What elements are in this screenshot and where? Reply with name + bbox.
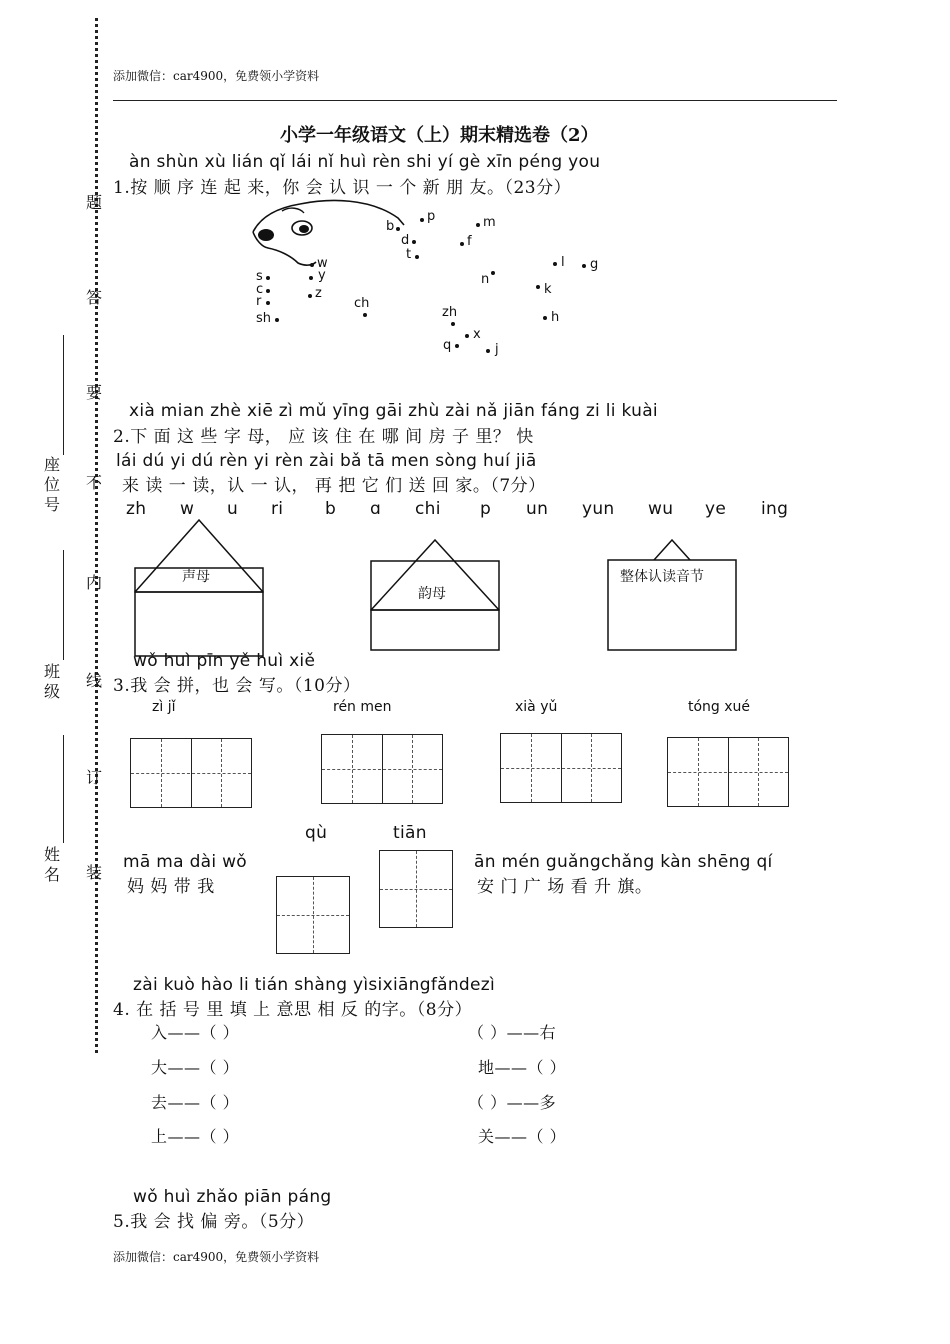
q4-text: 4. 在 括 号 里 填 上 意思 相 反 的字。（8分） — [113, 1000, 473, 1020]
q2-item: ye — [705, 499, 727, 519]
q2-text-line2: 来 读 一 读，认 一 认， 再 把 它 们 送 回 家。（7分） — [122, 476, 546, 496]
house-finals-label: 韵母 — [418, 586, 446, 602]
writing-grid-tian[interactable] — [379, 850, 453, 928]
margin-char-3: 要 — [86, 383, 103, 402]
q3-word-pinyin: xià yǔ — [515, 699, 558, 715]
letter-b: b — [386, 219, 395, 234]
q2-item: ɑ — [370, 499, 382, 519]
letter-s: s — [256, 269, 263, 284]
letter-t: t — [406, 247, 412, 262]
letter-f: f — [467, 234, 472, 249]
antonym-item[interactable]: （ ）——右 — [468, 1023, 557, 1042]
q2-item: b — [325, 499, 337, 519]
header-note: 添加微信：car4900，免费领小学资料 — [113, 69, 320, 83]
letter-c: c — [256, 282, 264, 297]
q3-word-pinyin: rén men — [333, 699, 392, 715]
letter-n: n — [481, 272, 490, 287]
letter-g: g — [590, 257, 599, 272]
antonym-item[interactable]: 地——（ ） — [478, 1058, 567, 1077]
house-whole-syllables-label: 整体认读音节 — [620, 569, 704, 585]
page-title: 小学一年级语文（上）期末精选卷（2） — [280, 125, 599, 146]
q2-item: chi — [415, 499, 441, 519]
margin-char-6: 线 — [86, 671, 103, 690]
q3-sentence-right-text: 安 门 广 场 看 升 旗。 — [477, 877, 653, 897]
letter-j: j — [495, 342, 499, 357]
q2-item: w — [180, 499, 195, 519]
q4-pinyin: zài kuò hào li tián shàng yìsixiāngfǎndezì — [133, 975, 496, 995]
q3-pinyin: wǒ huì pīn yě huì xiě — [133, 651, 316, 671]
margin-char-1: 题 — [86, 193, 103, 212]
letter-d: d — [401, 233, 410, 248]
q3-sentence-right-pinyin: ān mén guǎngchǎng kàn shēng qí — [474, 852, 773, 872]
q2-pinyin-line2: lái dú yi dú rèn yi rèn zài bǎ tā men sòng huí jiā — [116, 451, 537, 471]
letter-h: h — [551, 310, 560, 325]
letter-zh: zh — [442, 305, 458, 320]
antonym-item[interactable]: 去——（ ） — [151, 1093, 240, 1112]
antonym-item[interactable]: （ ）——多 — [468, 1093, 557, 1112]
house-initials-label: 声母 — [182, 569, 210, 585]
q3-blank-pinyin-qu: qù — [305, 823, 328, 843]
q3-sentence-left-pinyin: mā ma dài wǒ — [123, 852, 248, 872]
letter-q: q — [443, 338, 452, 353]
antonym-item[interactable]: 大——（ ） — [151, 1058, 240, 1077]
q5-pinyin: wǒ huì zhǎo piān páng — [133, 1187, 332, 1207]
name-line — [63, 735, 64, 843]
q2-item: zh — [126, 499, 147, 519]
letter-w: w — [317, 256, 328, 271]
letter-y: y — [318, 268, 326, 283]
margin-char-5: 内 — [86, 573, 103, 592]
letter-k: k — [544, 282, 552, 297]
writing-grid[interactable] — [130, 738, 252, 808]
letter-ch: ch — [354, 296, 370, 311]
q2-item: ri — [271, 499, 284, 519]
margin-char-4: 不 — [86, 473, 103, 492]
antonym-item[interactable]: 上——（ ） — [151, 1127, 240, 1146]
writing-grid-qu[interactable] — [276, 876, 350, 954]
q3-blank-pinyin-tian: tiān — [393, 823, 427, 843]
letter-m: m — [483, 215, 496, 230]
seat-label: 座位号 — [44, 455, 61, 514]
footer-note: 添加微信：car4900，免费领小学资料 — [113, 1250, 320, 1264]
q2-item: yun — [582, 499, 615, 519]
q3-word-pinyin: tóng xué — [688, 699, 751, 715]
letter-x: x — [473, 327, 481, 342]
q1-text: 1.按 顺 序 连 起 来，你 会 认 识 一 个 新 朋 友。（23分） — [113, 178, 572, 198]
q5-text: 5.我 会 找 偏 旁。（5分） — [113, 1212, 315, 1232]
q1-pinyin: àn shùn xù lián qǐ lái nǐ huì rèn shi yí gè xīn péng you — [129, 152, 601, 172]
margin-char-2: 答 — [86, 288, 103, 307]
writing-grid[interactable] — [667, 737, 789, 807]
q3-word-pinyin: zì jǐ — [152, 699, 176, 715]
letter-p: p — [427, 209, 436, 224]
class-label: 班级 — [44, 662, 61, 701]
name-label: 姓名 — [44, 845, 61, 884]
q3-text: 3.我 会 拼，也 会 写。（10分） — [113, 676, 361, 696]
margin-char-7: 订 — [86, 768, 103, 787]
writing-grid[interactable] — [500, 733, 622, 803]
q2-item: wu — [648, 499, 674, 519]
q2-item: u — [227, 499, 239, 519]
letter-z: z — [315, 286, 322, 301]
q3-sentence-left-text: 妈 妈 带 我 — [127, 877, 215, 897]
letter-r: r — [256, 294, 262, 309]
letter-sh: sh — [256, 311, 272, 326]
q2-item: p — [480, 499, 492, 519]
letter-l: l — [561, 255, 565, 270]
q2-item: un — [526, 499, 549, 519]
margin-char-8: 装 — [86, 863, 103, 882]
q2-text-line1: 2.下 面 这 些 字 母， 应 该 住 在 哪 间 房 子 里？ 快 — [113, 427, 534, 447]
antonym-item[interactable]: 关——（ ） — [478, 1127, 567, 1146]
antonym-item[interactable]: 入——（ ） — [151, 1023, 240, 1042]
writing-grid[interactable] — [321, 734, 443, 804]
q2-item: ing — [761, 499, 789, 519]
q2-pinyin-line1: xià mian zhè xiē zì mǔ yīng gāi zhù zài nǎ jiān fáng zi li kuài — [129, 401, 658, 421]
